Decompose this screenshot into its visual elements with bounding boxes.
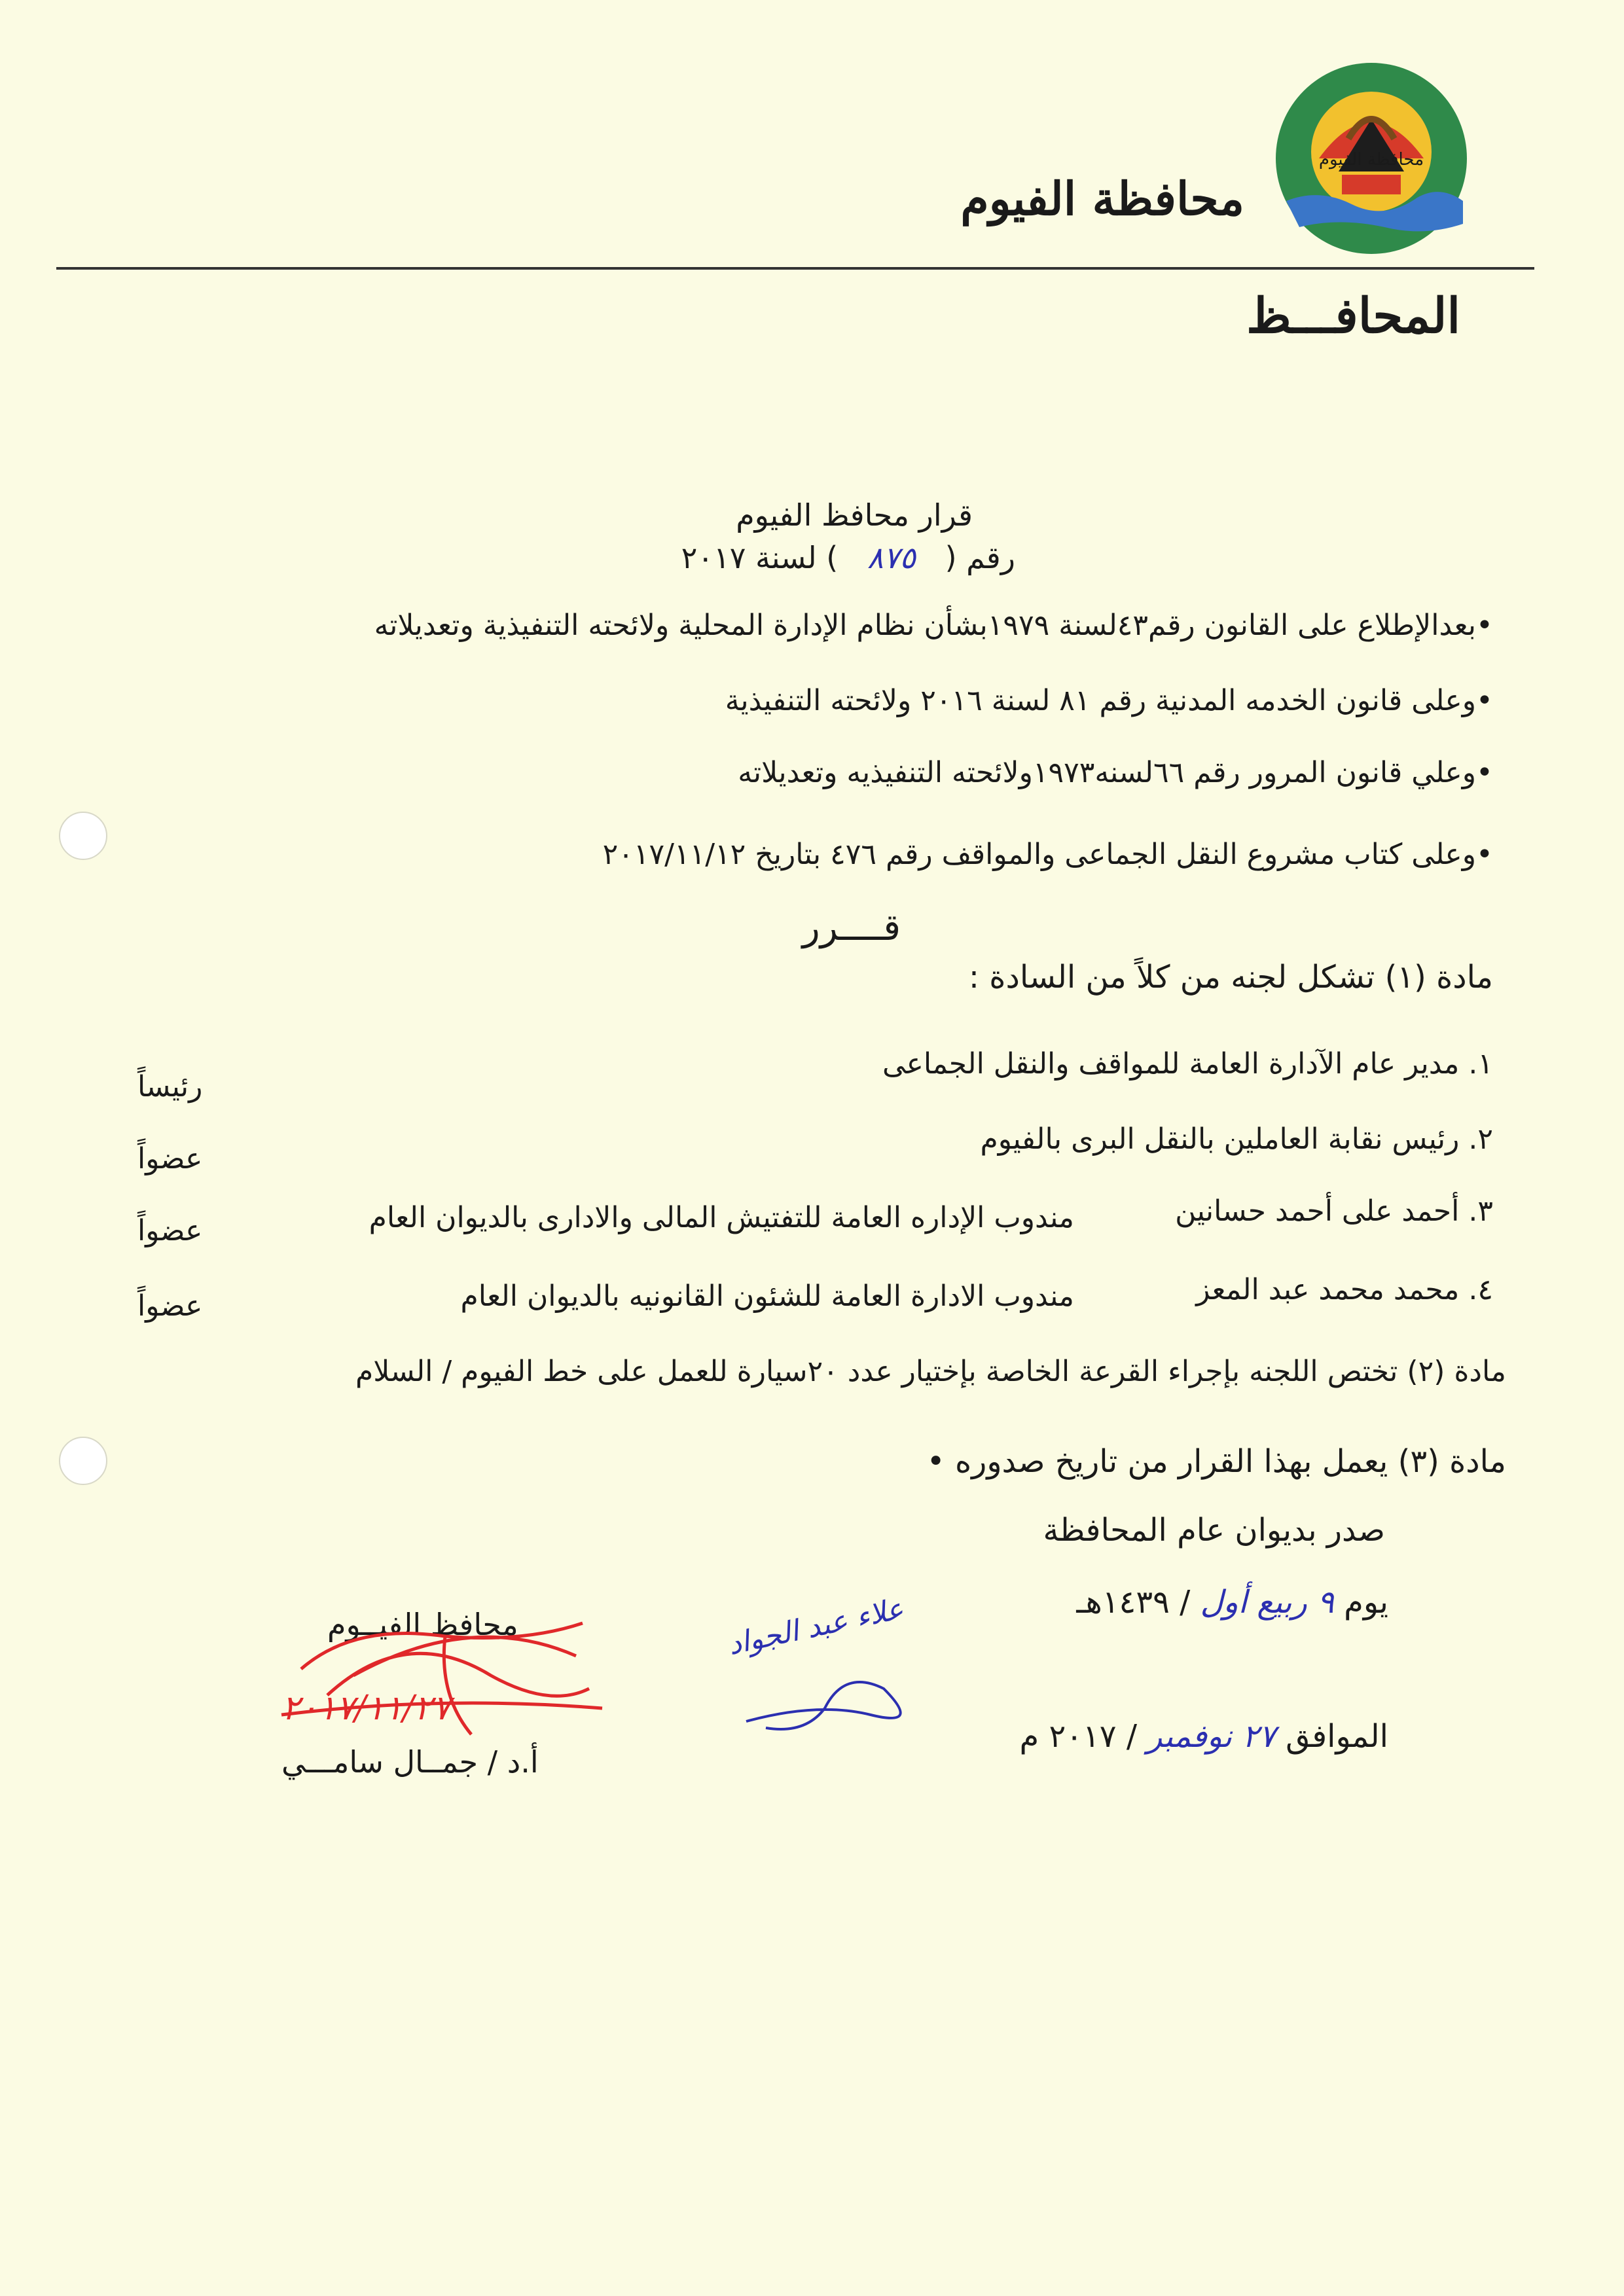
preamble-line-2: •وعلى قانون الخدمه المدنية رقم ٨١ لسنة ٢٠١٦ ولائحته التنفيذية xyxy=(725,684,1493,717)
greg-prefix: الموافق xyxy=(1286,1718,1388,1755)
member-number: ٤. xyxy=(1468,1273,1493,1306)
article-2: مادة (٢) تختص اللجنه بإجراء القرعة الخاصة بإختيار عدد ٢٠سيارة للعمل على خط الفيوم / السلام xyxy=(355,1355,1506,1388)
decided-heading: قــــرر xyxy=(802,906,901,949)
article-3: مادة (٣) يعمل بهذا القرار من تاريخ صدوره • xyxy=(926,1443,1506,1480)
hijri-suffix: / ١٤٣٩هـ xyxy=(1076,1584,1191,1621)
secretary-signature: علاء عبد الجواد xyxy=(725,1592,907,1662)
article-1-intro: مادة (١) تشكل لجنه من كلاً من السادة : xyxy=(968,959,1493,996)
member-1-title: رئيساً xyxy=(137,1070,203,1103)
emblem-icon xyxy=(1273,60,1470,257)
member-2 xyxy=(981,1122,1493,1156)
governor-signature-scribble xyxy=(275,1597,615,1754)
governorate-emblem xyxy=(1273,60,1470,257)
issued-place: صدر بديوان عام المحافظة xyxy=(1043,1512,1385,1549)
punch-hole-bottom xyxy=(59,1437,107,1485)
member-name: رئيس نقابة العاملين بالنقل البرى بالفيوم xyxy=(980,1122,1460,1156)
member-number: ٢. xyxy=(1468,1122,1493,1156)
issued-hijri-date xyxy=(1076,1584,1388,1621)
hijri-prefix: يوم xyxy=(1344,1584,1388,1621)
member-4-role: مندوب الادارة العامة للشئون القانونيه بالديوان العام xyxy=(460,1280,1074,1313)
preamble-line-3: •وعلي قانون المرور رقم ٦٦لسنه١٩٧٣ولائحته التنفيذيه وتعديلاته xyxy=(738,756,1493,789)
decision-title: قرار محافظ الفيوم xyxy=(736,497,973,533)
header-divider xyxy=(56,267,1534,270)
signature-office: محافظ الفيــوم xyxy=(327,1607,518,1642)
decision-number-prefix: رقم ( xyxy=(945,540,1015,575)
signature-red-date: ٢٠١٧/١١/٢٧ xyxy=(281,1689,451,1728)
member-4 xyxy=(1196,1273,1493,1306)
hijri-handwritten: ٩ ربيع أول xyxy=(1200,1584,1334,1621)
signature-name: أ.د / جمــال سامـــي xyxy=(281,1744,539,1780)
member-2-title: عضواً xyxy=(137,1142,203,1175)
greg-handwritten: ٢٧ نوفمبر xyxy=(1147,1718,1276,1755)
emblem-text: محافظة الفيوم xyxy=(1318,150,1424,170)
decision-number-line xyxy=(681,540,1015,575)
preamble-line-1: •بعدالإطلاع على القانون رقم٤٣لسنة ١٩٧٩بشأن نظام الإدارة المحلية ولائحته التنفيذية وتعديلاته xyxy=(374,609,1493,642)
member-4-title: عضواً xyxy=(137,1289,203,1323)
governorate-name: محافظة الفيوم xyxy=(960,171,1244,226)
member-name: أحمد على أحمد حسانين xyxy=(1175,1194,1460,1228)
secretary-signature-scribble xyxy=(740,1662,936,1741)
member-3 xyxy=(1175,1194,1493,1228)
member-1 xyxy=(882,1047,1493,1081)
greg-suffix: / ٢٠١٧ م xyxy=(1019,1718,1137,1755)
issued-gregorian-date xyxy=(1019,1718,1388,1755)
member-number: ١. xyxy=(1468,1047,1493,1081)
office-title: المحافـــظ xyxy=(1246,288,1460,344)
decision-number-suffix: ) لسنة ٢٠١٧ xyxy=(681,540,839,575)
decision-number-value: ٨٧٥ xyxy=(867,540,916,575)
punch-hole-top xyxy=(59,812,107,860)
member-3-role: مندوب الإداره العامة للتفتيش المالى والادارى بالديوان العام xyxy=(369,1201,1074,1234)
member-name: مدير عام الآدارة العامة للمواقف والنقل الجماعى xyxy=(882,1047,1460,1081)
preamble-line-4: •وعلى كتاب مشروع النقل الجماعى والمواقف رقم ٤٧٦ بتاريخ ٢٠١٧/١١/١٢ xyxy=(602,838,1493,871)
member-name: محمد محمد عبد المعز xyxy=(1196,1273,1460,1306)
member-3-title: عضواً xyxy=(137,1214,203,1247)
member-number: ٣. xyxy=(1468,1194,1493,1228)
